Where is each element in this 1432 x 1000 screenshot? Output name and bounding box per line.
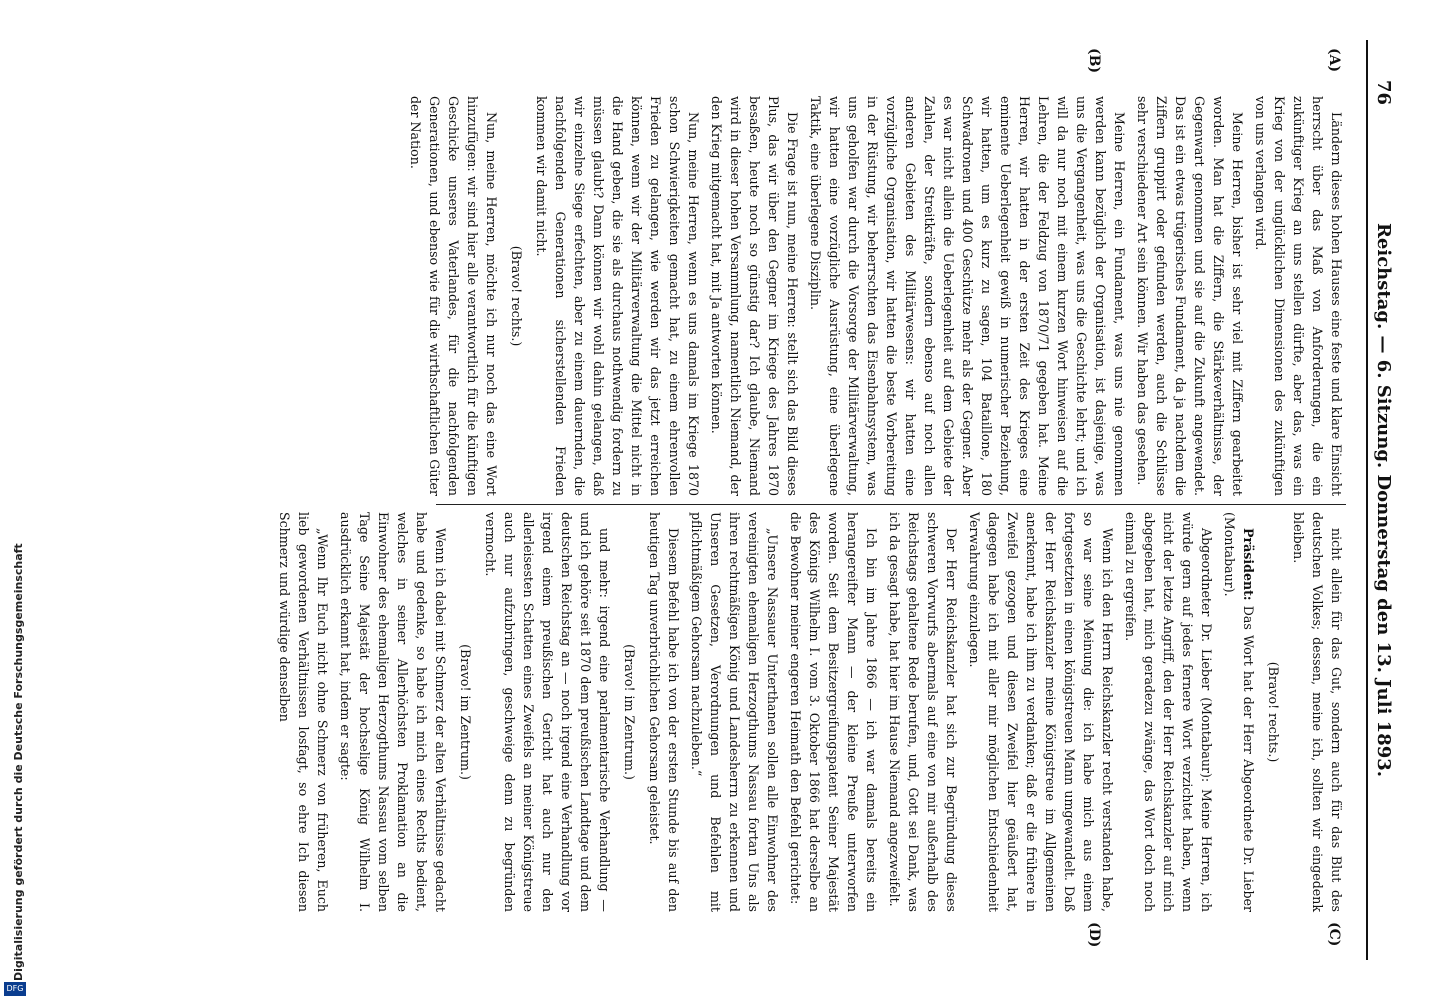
quotation: „Wenn Ihr Euch nicht ohne Schmerz von früheren, Euch lieb gewordenen Verhältnissen losfagt, so ehre Ich diesen Schmerz und würdige denselben xyxy=(277,512,330,912)
margin-mark-b: (B) xyxy=(1086,48,1102,74)
credit-text: Digitalisierung gefördert durch die Deutsche Forschungsgemeinschaft xyxy=(12,543,25,981)
paragraph: Ich bin im Jahre 1866 — ich war damals bereits ein herangereifter Mann — der kleine Preuße unterworfen worden. Seit dem Besitzergreifungspatent Seiner Majestät des Königs Wilhelm I. vom 3. Oktober 1866 hat derselbe an die Bewohner meiner engeren Heimath den Befehl gerichtet: xyxy=(788,512,879,912)
margin-mark-a: (A) xyxy=(1326,48,1342,73)
paragraph: Wenn ich dabei mit Schmerz der alten Verhältnisse gedacht habe und gedenke, so habe ich mich eines Rechts bedient, welches in seiner Allerhöchsten Proklamation an die Einwohner des ehemaligen Herzogthums Nassau vom selben Tage Seine Majestät der hochselige König Wilhelm I. ausdrücklich erkannt hat, indem er sagte: xyxy=(338,512,448,912)
paragraph: Nun, meine Herren, wenn es uns damals im Kriege 1870 schon Schwierigkeiten gemacht hat, zu einem ehrenvollen Frieden zu gelangen, wie werden wir das jetzt erreichen können, wenn wir der Militärverwaltung die Mittel nicht in die Hand geben, die sie als durchaus nothwendig fordern zu müssen glaubt? Dann können wir wohl dahin gelangen, daß wir einzelne Siege erfechten, aber zu einem dauernden, die nachfolgenden Generationen sicherstellenden Frieden kommen wir damit nicht. xyxy=(534,96,701,496)
paragraph: Ländern dieses hohen Hauses eine feste und klare Einsicht herrscht über das Maß von Anforderungen, die ein zukünftiger Krieg an uns stellen dürfte, aber das, was ein Krieg von der unglücklichen Dimensionen des zukünftigen von uns verlangen wird. xyxy=(1253,96,1344,496)
paragraph: Der Herr Reichskanzler hat sich zur Begründung dieses schweren Vorwurfs abermals auf eine von mir außerhalb des Reichstags gehaltene Rede berufen, und, Gott sei Dank, was ich da gesagt habe, hat hier im Hause Niemand angezweifelt. xyxy=(887,512,959,912)
paragraph: Diesem Befehl habe ich von der ersten Stunde bis auf den heutigen Tag unverbrüchlichen Gehorsam geleistet. xyxy=(647,512,681,912)
paragraph: Abgeordneter Dr. Lieber (Montabaur): Meine Herren, ich würde gern auf jedes fernere Wort verzichtet haben, wenn nicht der letzte Angriff, den der Herr Reichskanzler auf mich abgegeben hat, mich geradezu zwänge, das Wort doch noch einmal zu ergreifen. xyxy=(1123,512,1214,912)
paragraph: Nun, meine Herren, möchte ich nur noch das eine Wort hinzufügen: wir sind hier alle verantwortlich für die künftigen Geschicke unseres Vaterlandes, für die nachfolgenden Generationen, und ebenso wie für die wirthschaftlichen Güter der Nation. xyxy=(408,96,499,496)
paragraph: und mehr: irgend eine parlamentarische Verhandlung — und ich gehöre seit 1870 dem preußischen Landtage und dem deutschen Reichstag an — noch irgend eine Verhandlung vor irgend einem preußischen Gericht hat auch nur den allerleisesten Schatten eines Zweifels an meiner Königstreue auch nur aufzubringen, geschweige denn zu begründen vermocht. xyxy=(483,512,612,912)
speaker-label: Präsident: xyxy=(1241,528,1256,601)
right-text-column xyxy=(277,512,1346,912)
president-line xyxy=(1220,512,1258,912)
margin-mark-c: (C) xyxy=(1326,922,1342,947)
president-text: Das Wort hat der Herr Abgeordnete Dr. Lieber (Montabaur). xyxy=(1222,512,1256,912)
paragraph: nicht allein für das Gut, sondern auch für das Blut des deutschen Volkes; dessen, meine ich, sollten wir eingedenk bleiben. xyxy=(1291,512,1344,912)
paragraph: Meine Herren, bisher ist sehr viel mit Ziffern gearbeitet worden. Man hat die Ziffern, die Stärkeverhältnisse, der Gegenwart genommen und sie auf die Zukunft angewendet. Das ist ein etwas trügerisches Fundament, da ja nachdem die Ziffern gruppirt oder gefunden werden, auch die Schlüsse sehr verschiedener Art sein können. Wir haben das gesehen. xyxy=(1135,96,1245,496)
header-title: Reichstag. — 6. Sitzung. Donnerstag den 13. Juli 1893. xyxy=(1373,222,1394,778)
page-number: 76 xyxy=(1373,80,1394,106)
running-header xyxy=(1366,40,1396,960)
left-text-column xyxy=(408,96,1346,496)
margin-mark-d: (D) xyxy=(1086,922,1102,948)
applause-note: (Bravo! rechts.) xyxy=(1266,661,1281,763)
digitization-credit xyxy=(12,543,32,994)
paragraph: Wenn ich den Herrn Reichskanzler recht verstanden habe, so war seine Meinung die: ich habe mich aus einem fortgesetzten in einen königstreuen Mann umgewandelt. Daß der Herr Reichskanzler meine Königstreue im Allgemeinen anerkennt, habe ich ihm zu verdanken; daß er die frühere in Zweifel gezogen und diesen Zweifel hier geäußert hat, dagegen habe ich mit aller mir möglichen Entschiedenheit Verwahrung einzulegen. xyxy=(967,512,1115,912)
quotation: „Unsere Nassauer Unterthanen sollen alle Einwohner des vereinigten ehemaligen Herzogthums Nassau fortan Uns als ihren rechtmäßigen König und Landesherrn zu erkennen und Unseren Gesetzen, Verordnungen und Befehlen mit pflichtmäßigem Gehorsam nachzuleben.“ xyxy=(689,512,780,912)
column-divider xyxy=(436,504,1346,505)
paragraph: Die Frage ist nun, meine Herren: stellt sich das Bild dieses Plus, das wir über den Gegner im Kriege des Jahres 1870 besaßen, heute noch so günstig dar? Ich glaube, Niemand wird in dieser hohen Versammlung, namentlich Niemand, der den Krieg mitgemacht hat, mit Ja antworten können. xyxy=(709,96,800,496)
applause-note: (Bravo! im Zentrum.) xyxy=(458,644,473,780)
paragraph: Meine Herren, ein Fundament, was uns nie genommen werden kann bezüglich der Organisation, ist dasjenige, was uns die Vergangenheit, was uns die Geschichte lehrt; und ich will da nur noch mit einem kurzen Wort hinweisen auf die Lehren, die der Feldzug von 1870/71 gegeben hat. Meine Herren, wir hatten in der ersten Zeit des Krieges eine eminente Ueberlegenheit gewiß in numerischer Beziehung, wir hatten, um es kurz zu sagen, 104 Bataillone, 180 Schwadronen und 400 Geschütze mehr als der Gegner. Aber es war nicht allein die Ueberlegenheit auf dem Gebiete der Zahlen, der Streitkräfte, sondern ebenso auf noch allen anderen Gebieten des Militärwesens: wir hatten eine vorzügliche Organisation, wir hatten die beste Vorbereitung in der Rüstung, wir beherrschten das Eisenbahnsystem, was uns geholfen war durch die Vorsorge der Militärverwaltung, wir hatten eine vorzügliche Ausrüstung, eine überlegene Taktik, eine überlegene Disziplin. xyxy=(808,96,1127,496)
dfg-logo: DFG xyxy=(4,982,26,996)
applause-note: (Bravo! im Zentrum.) xyxy=(622,644,637,780)
applause-note: (Bravo! rechts.) xyxy=(509,245,524,347)
